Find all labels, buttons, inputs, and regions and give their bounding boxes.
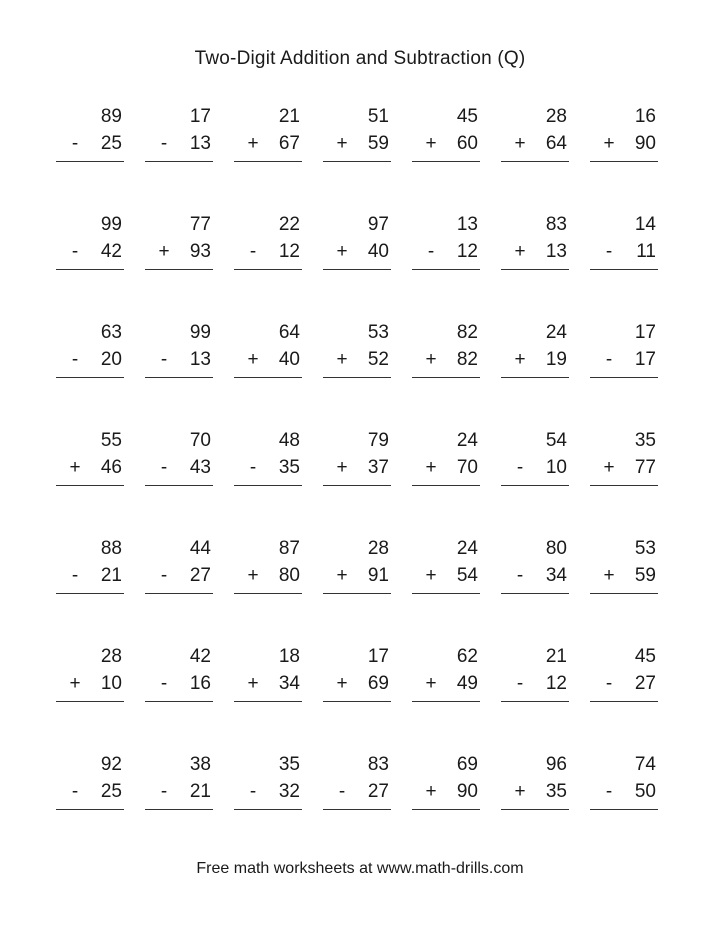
top-operand: 74 [634,754,656,775]
math-problem [323,537,391,603]
answer-line [234,377,302,378]
top-operand: 53 [634,538,656,559]
bottom-operand: 35 [278,457,300,478]
top-operand: 82 [456,322,478,343]
top-operand: 51 [367,106,389,127]
answer-line [234,593,302,594]
top-operand: 55 [100,430,122,451]
operator-sign: + [425,673,437,694]
math-problem [323,645,391,711]
math-problem [145,537,213,603]
top-operand: 62 [456,646,478,667]
operator-sign: + [247,349,259,370]
operator-sign: + [603,565,615,586]
math-problem [590,753,658,819]
top-operand: 16 [634,106,656,127]
answer-line [323,269,391,270]
top-operand: 99 [100,214,122,235]
top-operand: 35 [278,754,300,775]
math-problem [56,213,124,279]
math-problem [501,537,569,603]
top-operand: 80 [545,538,567,559]
answer-line [590,161,658,162]
operator-sign: + [247,565,259,586]
operator-sign: - [338,781,346,802]
top-operand: 35 [634,430,656,451]
operator-sign: - [516,565,524,586]
bottom-operand: 46 [100,457,122,478]
footer-credit: Free math worksheets at www.math-drills.com [196,860,524,877]
top-operand: 96 [545,754,567,775]
answer-line [590,809,658,810]
operator-sign: + [514,781,526,802]
math-problem [145,753,213,819]
answer-line [56,269,124,270]
answer-line [56,161,124,162]
bottom-operand: 16 [189,673,211,694]
math-problem [56,537,124,603]
answer-line [412,485,480,486]
math-problem [145,213,213,279]
operator-sign: + [336,349,348,370]
operator-sign: - [71,565,79,586]
answer-line [590,593,658,594]
top-operand: 24 [456,538,478,559]
top-operand: 83 [367,754,389,775]
operator-sign: - [160,673,168,694]
math-problem [323,429,391,495]
operator-sign: + [425,457,437,478]
math-problem [234,429,302,495]
bottom-operand: 10 [100,673,122,694]
math-problem [412,753,480,819]
answer-line [590,701,658,702]
math-problem [412,321,480,387]
operator-sign: + [336,673,348,694]
answer-line [56,701,124,702]
answer-line [501,377,569,378]
answer-line [590,485,658,486]
bottom-operand: 11 [636,241,656,262]
operator-sign: - [427,241,435,262]
math-problem [412,213,480,279]
math-problem [323,105,391,171]
operator-sign: - [160,781,168,802]
answer-line [234,701,302,702]
operator-sign: - [249,457,257,478]
top-operand: 79 [367,430,389,451]
answer-line [56,377,124,378]
bottom-operand: 12 [456,241,478,262]
math-problem [56,753,124,819]
bottom-operand: 12 [278,241,300,262]
top-operand: 53 [367,322,389,343]
worksheet-title: Two-Digit Addition and Subtraction (Q) [194,48,526,69]
answer-line [501,701,569,702]
operator-sign: + [603,133,615,154]
math-problem [501,105,569,171]
operator-sign: - [516,457,524,478]
operator-sign: + [514,133,526,154]
top-operand: 21 [545,646,567,667]
bottom-operand: 20 [100,349,122,370]
math-problem [323,213,391,279]
answer-line [323,701,391,702]
operator-sign: - [605,781,613,802]
operator-sign: - [605,673,613,694]
math-problem [501,213,569,279]
math-problem [145,645,213,711]
bottom-operand: 27 [189,565,211,586]
operator-sign: + [247,673,259,694]
top-operand: 54 [545,430,567,451]
answer-line [56,593,124,594]
math-problem [323,321,391,387]
top-operand: 83 [545,214,567,235]
bottom-operand: 25 [100,133,122,154]
operator-sign: + [425,781,437,802]
math-problem [56,105,124,171]
top-operand: 45 [634,646,656,667]
top-operand: 99 [189,322,211,343]
top-operand: 24 [456,430,478,451]
answer-line [412,161,480,162]
answer-line [323,593,391,594]
answer-line [323,161,391,162]
bottom-operand: 13 [545,241,567,262]
math-problem [501,321,569,387]
answer-line [323,377,391,378]
math-problem [590,429,658,495]
math-problem [412,537,480,603]
operator-sign: - [249,241,257,262]
answer-line [234,809,302,810]
bottom-operand: 91 [367,565,389,586]
bottom-operand: 21 [189,781,211,802]
math-problem [501,753,569,819]
top-operand: 17 [189,106,211,127]
bottom-operand: 13 [189,349,211,370]
math-problem [234,537,302,603]
bottom-operand: 34 [278,673,300,694]
bottom-operand: 19 [545,349,567,370]
top-operand: 89 [100,106,122,127]
answer-line [501,809,569,810]
answer-line [145,701,213,702]
operator-sign: + [425,133,437,154]
math-problem [590,213,658,279]
math-problem [145,105,213,171]
operator-sign: + [514,241,526,262]
operator-sign: + [603,457,615,478]
answer-line [412,269,480,270]
operator-sign: - [71,133,79,154]
operator-sign: + [425,565,437,586]
math-problem [56,645,124,711]
answer-line [56,809,124,810]
answer-line [412,809,480,810]
operator-sign: + [247,133,259,154]
bottom-operand: 42 [100,241,122,262]
math-problem [412,429,480,495]
top-operand: 64 [278,322,300,343]
operator-sign: + [336,565,348,586]
problem-grid [56,105,662,861]
bottom-operand: 37 [367,457,389,478]
bottom-operand: 40 [278,349,300,370]
bottom-operand: 43 [189,457,211,478]
operator-sign: + [336,241,348,262]
top-operand: 21 [278,106,300,127]
bottom-operand: 77 [634,457,656,478]
operator-sign: + [158,241,170,262]
top-operand: 22 [278,214,300,235]
math-problem [590,645,658,711]
math-problem [234,321,302,387]
top-operand: 42 [189,646,211,667]
operator-sign: - [160,133,168,154]
math-problem [234,105,302,171]
math-problem [56,321,124,387]
top-operand: 14 [634,214,656,235]
bottom-operand: 59 [634,565,656,586]
operator-sign: - [605,349,613,370]
top-operand: 45 [456,106,478,127]
answer-line [234,269,302,270]
answer-line [323,809,391,810]
operator-sign: - [605,241,613,262]
top-operand: 70 [189,430,211,451]
bottom-operand: 21 [100,565,122,586]
top-operand: 44 [189,538,211,559]
bottom-operand: 54 [456,565,478,586]
bottom-operand: 12 [545,673,567,694]
operator-sign: - [71,349,79,370]
bottom-operand: 27 [367,781,389,802]
answer-line [323,485,391,486]
bottom-operand: 90 [456,781,478,802]
bottom-operand: 13 [189,133,211,154]
math-problem [234,213,302,279]
answer-line [590,269,658,270]
math-problem [412,645,480,711]
bottom-operand: 25 [100,781,122,802]
answer-line [234,161,302,162]
bottom-operand: 40 [367,241,389,262]
top-operand: 18 [278,646,300,667]
math-problem [412,105,480,171]
answer-line [501,161,569,162]
math-problem [590,537,658,603]
bottom-operand: 32 [278,781,300,802]
top-operand: 48 [278,430,300,451]
top-operand: 38 [189,754,211,775]
math-problem [501,645,569,711]
operator-sign: + [514,349,526,370]
bottom-operand: 67 [278,133,300,154]
answer-line [145,593,213,594]
bottom-operand: 17 [634,349,656,370]
operator-sign: - [160,349,168,370]
math-problem [590,321,658,387]
answer-line [501,269,569,270]
operator-sign: + [69,457,81,478]
bottom-operand: 49 [456,673,478,694]
math-problem [323,753,391,819]
operator-sign: - [71,241,79,262]
bottom-operand: 60 [456,133,478,154]
bottom-operand: 64 [545,133,567,154]
math-problem [501,429,569,495]
math-problem [234,645,302,711]
top-operand: 13 [456,214,478,235]
bottom-operand: 90 [634,133,656,154]
answer-line [56,485,124,486]
operator-sign: + [336,457,348,478]
answer-line [412,377,480,378]
top-operand: 28 [367,538,389,559]
top-operand: 63 [100,322,122,343]
top-operand: 88 [100,538,122,559]
top-operand: 17 [634,322,656,343]
answer-line [501,485,569,486]
answer-line [590,377,658,378]
answer-line [145,269,213,270]
answer-line [412,701,480,702]
top-operand: 69 [456,754,478,775]
top-operand: 92 [100,754,122,775]
bottom-operand: 50 [634,781,656,802]
top-operand: 28 [100,646,122,667]
bottom-operand: 35 [545,781,567,802]
top-operand: 17 [367,646,389,667]
answer-line [145,809,213,810]
answer-line [234,485,302,486]
math-problem [56,429,124,495]
bottom-operand: 82 [456,349,478,370]
bottom-operand: 27 [634,673,656,694]
top-operand: 97 [367,214,389,235]
operator-sign: - [249,781,257,802]
top-operand: 87 [278,538,300,559]
bottom-operand: 69 [367,673,389,694]
top-operand: 77 [189,214,211,235]
top-operand: 24 [545,322,567,343]
bottom-operand: 80 [278,565,300,586]
math-problem [145,429,213,495]
bottom-operand: 70 [456,457,478,478]
operator-sign: + [336,133,348,154]
answer-line [145,485,213,486]
operator-sign: + [69,673,81,694]
operator-sign: - [160,457,168,478]
math-problem [145,321,213,387]
math-problem [590,105,658,171]
operator-sign: - [516,673,524,694]
top-operand: 28 [545,106,567,127]
operator-sign: - [160,565,168,586]
answer-line [501,593,569,594]
answer-line [412,593,480,594]
bottom-operand: 10 [545,457,567,478]
math-problem [234,753,302,819]
bottom-operand: 93 [189,241,211,262]
operator-sign: - [71,781,79,802]
bottom-operand: 52 [367,349,389,370]
bottom-operand: 34 [545,565,567,586]
answer-line [145,161,213,162]
operator-sign: + [425,349,437,370]
answer-line [145,377,213,378]
bottom-operand: 59 [367,133,389,154]
